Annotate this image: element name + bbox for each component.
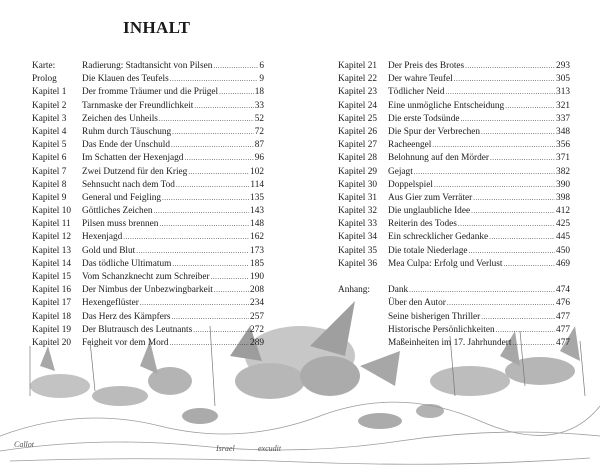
toc-entry-title: Racheengel — [388, 140, 432, 151]
toc-entry-title: Der Nimbus der Unbezwingbarkeit — [82, 285, 213, 296]
toc-entry-page-number: 450 — [556, 245, 570, 256]
toc-entry-page-number: 305 — [556, 74, 570, 85]
toc-entry-page-number: 257 — [250, 311, 264, 322]
toc-entry-page-number: 33 — [254, 100, 264, 111]
toc-entry[interactable] — [32, 113, 264, 126]
toc-entry-label: Kapitel 33 — [338, 219, 377, 230]
toc-entry-title: Eine unmögliche Entscheidung — [388, 100, 505, 111]
toc-entry-label: Kapitel 35 — [338, 245, 377, 256]
toc-entry-label: Kapitel 2 — [32, 100, 67, 111]
toc-dot-leader — [512, 337, 555, 350]
toc-entry-title: Gejagt — [388, 166, 413, 177]
toc-entry-page-number: 477 — [556, 324, 570, 335]
toc-entry-page-number: 135 — [250, 192, 264, 203]
toc-dot-leader — [489, 231, 555, 244]
toc-entry-label: Kapitel 34 — [338, 232, 377, 243]
toc-entry-title: Das Herz des Kämpfers — [82, 311, 171, 322]
toc-column-left — [32, 60, 264, 350]
toc-entry-title: Das tödliche Ultimatum — [82, 258, 172, 269]
toc-dot-leader — [123, 231, 249, 244]
toc-entry-title: Der fromme Träumer und die Prügel — [82, 87, 219, 98]
toc-entry[interactable] — [338, 113, 570, 126]
toc-entry-page-number: 445 — [556, 232, 570, 243]
toc-entry-page-number: 173 — [250, 245, 264, 256]
toc-entry[interactable] — [32, 60, 264, 73]
toc-entry[interactable] — [32, 100, 264, 113]
toc-entry-page-number: 87 — [254, 140, 264, 151]
toc-entry-page-number: 356 — [556, 140, 570, 151]
toc-entry-label: Kapitel 1 — [32, 87, 67, 98]
engraving-signature-israel: Israel — [216, 444, 235, 453]
toc-dot-leader — [172, 311, 250, 324]
toc-entry[interactable] — [32, 231, 264, 244]
toc-dot-leader — [159, 113, 254, 126]
toc-entry-title: Zwei Dutzend für den Krieg — [82, 166, 188, 177]
toc-entry-title: Aus Gier zum Verräter — [388, 192, 473, 203]
toc-entry-label: Kapitel 21 — [338, 61, 377, 71]
toc-entry-page-number: 469 — [556, 258, 570, 269]
toc-entry-title: General und Feigling — [82, 192, 162, 203]
toc-entry-title: Die totale Niederlage — [388, 245, 468, 256]
toc-entry[interactable] — [338, 245, 570, 258]
toc-entry-page-number: 9 — [259, 74, 264, 85]
toc-entry-label: Kapitel 3 — [32, 113, 67, 124]
toc-entry-page-number: 425 — [556, 219, 570, 230]
toc-entry[interactable] — [338, 126, 570, 139]
toc-entry-page-number: 293 — [556, 61, 570, 71]
toc-entry-title: Reiterin des Todes — [388, 219, 457, 230]
toc-entry-title: Die Klauen des Teufels — [82, 74, 169, 85]
toc-entry[interactable] — [338, 218, 570, 231]
toc-dot-leader — [188, 166, 249, 179]
toc-dot-leader — [162, 192, 249, 205]
engraving-signature-excudit: excudit — [258, 444, 282, 453]
toc-entry[interactable] — [32, 166, 264, 179]
toc-dot-leader — [193, 324, 249, 337]
toc-dot-leader — [490, 152, 555, 165]
toc-entry-page-number: 289 — [250, 337, 264, 348]
toc-entry-label: Kapitel 11 — [32, 219, 71, 230]
toc-dot-leader — [458, 218, 555, 231]
toc-entry[interactable] — [32, 139, 264, 152]
toc-entry[interactable] — [338, 100, 570, 113]
toc-entry-title: Ein schrecklicher Gedanke — [388, 232, 489, 243]
toc-entry-title: Im Schatten der Hexenjagd — [82, 153, 184, 164]
toc-dot-leader — [432, 139, 555, 152]
toc-entry[interactable] — [338, 86, 570, 99]
toc-entry-title: Radierung: Stadtansicht von Pilsen — [82, 61, 213, 71]
toc-entry-label: Kapitel 8 — [32, 179, 67, 190]
toc-spacer — [338, 271, 570, 284]
toc-entry-title: Tarnmaske der Freundlichkeit — [82, 100, 194, 111]
toc-entry[interactable] — [338, 152, 570, 165]
toc-entry-label: Anhang: — [338, 285, 371, 296]
toc-entry-label: Kapitel 36 — [338, 258, 377, 269]
toc-entry-label: Kapitel 25 — [338, 113, 377, 124]
toc-entry-page-number: 272 — [250, 324, 264, 335]
toc-entry[interactable] — [338, 337, 570, 350]
toc-dot-leader — [434, 179, 555, 192]
toc-entry-title: Die erste Todsünde — [388, 113, 460, 124]
toc-dot-leader — [454, 73, 555, 86]
toc-entry-page-number: 6 — [259, 61, 264, 71]
toc-dot-leader — [211, 271, 249, 284]
toc-entry[interactable] — [32, 311, 264, 324]
toc-entry-title: Hexengeflüster — [82, 298, 139, 309]
toc-dot-leader — [213, 60, 258, 73]
toc-entry[interactable] — [32, 73, 264, 86]
toc-entry-label: Kapitel 22 — [338, 74, 377, 85]
toc-dot-leader — [140, 297, 249, 310]
toc-entry-label: Kapitel 4 — [32, 126, 67, 137]
toc-entry-title: Der Blutrausch des Leutnants — [82, 324, 193, 335]
toc-dot-leader — [446, 86, 556, 99]
toc-dot-leader — [159, 218, 249, 231]
toc-entry[interactable] — [32, 245, 264, 258]
toc-entry[interactable] — [32, 324, 264, 337]
toc-entry-title: Doppelspiel — [388, 179, 433, 190]
toc-entry-page-number: 476 — [556, 298, 570, 309]
toc-dot-leader — [172, 126, 254, 139]
toc-entry-page-number: 143 — [250, 206, 264, 217]
toc-entry-label: Kapitel 5 — [32, 140, 67, 151]
toc-entry[interactable] — [338, 284, 570, 297]
toc-entry-label: Kapitel 9 — [32, 192, 67, 203]
toc-dot-leader — [171, 139, 254, 152]
toc-entry-page-number: 477 — [556, 311, 570, 322]
toc-entry[interactable] — [338, 311, 570, 324]
toc-entry[interactable] — [338, 258, 570, 271]
toc-entry-label: Karte: — [32, 61, 56, 71]
toc-entry-page-number: 337 — [556, 113, 570, 124]
toc-entry-label: Kapitel 28 — [338, 153, 377, 164]
toc-entry-title: Belohnung auf den Mörder — [388, 153, 489, 164]
toc-entry[interactable] — [32, 337, 264, 350]
toc-entry-page-number: 234 — [250, 298, 264, 309]
toc-entry-label: Kapitel 24 — [338, 100, 377, 111]
toc-entry[interactable] — [338, 324, 570, 337]
toc-dot-leader — [170, 337, 250, 350]
toc-entry-label: Kapitel 20 — [32, 337, 71, 348]
toc-entry-title: Der wahre Teufel — [388, 74, 453, 85]
toc-entry-title: Hexenjagd — [82, 232, 123, 243]
toc-entry-label: Kapitel 13 — [32, 245, 71, 256]
toc-entry-title: Das Ende der Unschuld — [82, 140, 171, 151]
toc-entry[interactable] — [338, 192, 570, 205]
toc-entry-page-number: 382 — [556, 166, 570, 177]
toc-entry-title: Sehnsucht nach dem Tod — [82, 179, 175, 190]
toc-entry-page-number: 477 — [556, 337, 570, 348]
toc-entry-page-number: 18 — [254, 87, 264, 98]
toc-dot-leader — [153, 205, 249, 218]
toc-entry[interactable] — [32, 271, 264, 284]
toc-entry-page-number: 398 — [556, 192, 570, 203]
toc-entry-page-number: 371 — [556, 153, 570, 164]
toc-entry-page-number: 102 — [250, 166, 264, 177]
toc-entry-title: Mea Culpa: Erfolg und Verlust — [388, 258, 503, 269]
toc-entry[interactable] — [32, 192, 264, 205]
toc-entry-page-number: 412 — [556, 206, 570, 217]
toc-entry-label: Kapitel 6 — [32, 153, 67, 164]
toc-entry-page-number: 190 — [250, 272, 264, 282]
toc-entry-label: Kapitel 14 — [32, 258, 71, 269]
toc-dot-leader — [170, 73, 259, 86]
toc-entry-label: Kapitel 32 — [338, 206, 377, 217]
toc-entry[interactable] — [32, 258, 264, 271]
toc-entry[interactable] — [32, 205, 264, 218]
toc-entry[interactable] — [338, 179, 570, 192]
toc-entry[interactable] — [32, 179, 264, 192]
toc-dot-leader — [460, 113, 555, 126]
toc-entry[interactable] — [338, 60, 570, 73]
toc-entry[interactable] — [338, 73, 570, 86]
toc-entry[interactable] — [32, 126, 264, 139]
toc-dot-leader — [505, 100, 555, 113]
toc-dot-leader — [481, 126, 555, 139]
toc-entry-label: Kapitel 30 — [338, 179, 377, 190]
toc-entry-page-number: 148 — [250, 219, 264, 230]
toc-entry-label: Prolog — [32, 74, 57, 85]
toc-dot-leader — [473, 192, 555, 205]
toc-entry-title: Die unglaubliche Idee — [388, 206, 471, 217]
toc-entry-page-number: 321 — [556, 100, 570, 111]
toc-entry-title: Feigheit vor dem Mord — [82, 337, 169, 348]
page-title: INHALT — [123, 18, 191, 37]
toc-entry-page-number: 313 — [556, 87, 570, 98]
toc-entry[interactable] — [32, 152, 264, 165]
toc-entry-title: Historische Persönlichkeiten — [388, 324, 495, 335]
toc-entry[interactable] — [32, 284, 264, 297]
toc-dot-leader — [172, 258, 249, 271]
toc-entry-title: Zeichen des Unheils — [82, 113, 158, 124]
toc-entry-title: Gold und Blut — [82, 245, 136, 256]
toc-entry-title: Seine bisherigen Thriller — [388, 311, 481, 322]
toc-dot-leader — [471, 205, 555, 218]
toc-entry[interactable] — [32, 218, 264, 231]
toc-entry-title: Tödlicher Neid — [388, 87, 445, 98]
toc-dot-leader — [176, 179, 249, 192]
toc-entry-page-number: 348 — [556, 126, 570, 137]
toc-dot-leader — [409, 284, 555, 297]
engraving-signature-callot: Callot — [14, 440, 35, 449]
toc-dot-leader — [503, 258, 555, 271]
toc-entry-label: Kapitel 15 — [32, 272, 71, 282]
toc-dot-leader — [465, 60, 555, 73]
toc-entry-title: Maßeinheiten im 17. Jahrhundert — [388, 337, 512, 348]
toc-dot-leader — [219, 86, 254, 99]
toc-dot-leader — [414, 166, 555, 179]
toc-entry-title: Die Spur der Verbrechen — [388, 126, 480, 137]
toc-dot-leader — [496, 324, 555, 337]
toc-dot-leader — [469, 245, 556, 258]
toc-entry[interactable] — [338, 297, 570, 310]
toc-entry-title: Ruhm durch Täuschung — [82, 126, 172, 137]
toc-entry-label: Kapitel 7 — [32, 166, 67, 177]
toc-dot-leader — [447, 297, 555, 310]
toc-entry-page-number: 52 — [254, 113, 264, 124]
toc-entry-title: Vom Schanzknecht zum Schreiber — [82, 272, 210, 282]
toc-entry-title: Pilsen muss brennen — [82, 219, 159, 230]
toc-entry[interactable] — [32, 86, 264, 99]
toc-entry-label: Kapitel 17 — [32, 298, 71, 309]
toc-entry-title: Dank — [388, 285, 409, 296]
toc-entry-label: Kapitel 29 — [338, 166, 377, 177]
toc-entry-page-number: 162 — [250, 232, 264, 243]
toc-dot-leader — [214, 284, 249, 297]
toc-entry-label: Kapitel 19 — [32, 324, 71, 335]
toc-entry[interactable] — [338, 205, 570, 218]
toc-entry[interactable] — [338, 166, 570, 179]
toc-entry-page-number: 72 — [254, 126, 264, 137]
toc-dot-leader — [184, 152, 253, 165]
toc-entry[interactable] — [32, 297, 264, 310]
toc-entry-page-number: 114 — [250, 179, 264, 190]
toc-entry-label: Kapitel 27 — [338, 140, 377, 151]
toc-entry-page-number: 390 — [556, 179, 570, 190]
toc-entry[interactable] — [338, 139, 570, 152]
toc-entry-title: Der Preis des Brotes — [388, 61, 465, 71]
toc-entry-label: Kapitel 26 — [338, 126, 377, 137]
toc-dot-leader — [136, 245, 249, 258]
toc-entry-label: Kapitel 10 — [32, 206, 71, 217]
toc-entry-label: Kapitel 18 — [32, 311, 71, 322]
toc-entry-page-number: 96 — [254, 153, 264, 164]
toc-dot-leader — [481, 311, 555, 324]
toc-entry-title: Göttliches Zeichen — [82, 206, 153, 217]
toc-entry-label: Kapitel 23 — [338, 87, 377, 98]
toc-entry-page-number: 208 — [250, 285, 264, 296]
toc-dot-leader — [194, 100, 253, 113]
toc-entry-page-number: 185 — [250, 258, 264, 269]
toc-entry[interactable] — [338, 231, 570, 244]
toc-entry-label: Kapitel 31 — [338, 192, 377, 203]
toc-entry-label: Kapitel 16 — [32, 285, 71, 296]
toc-entry-label: Kapitel 12 — [32, 232, 71, 243]
toc-column-right — [338, 60, 570, 350]
toc-entry-title: Über den Autor — [388, 298, 446, 309]
toc-entry-page-number: 474 — [556, 285, 570, 296]
